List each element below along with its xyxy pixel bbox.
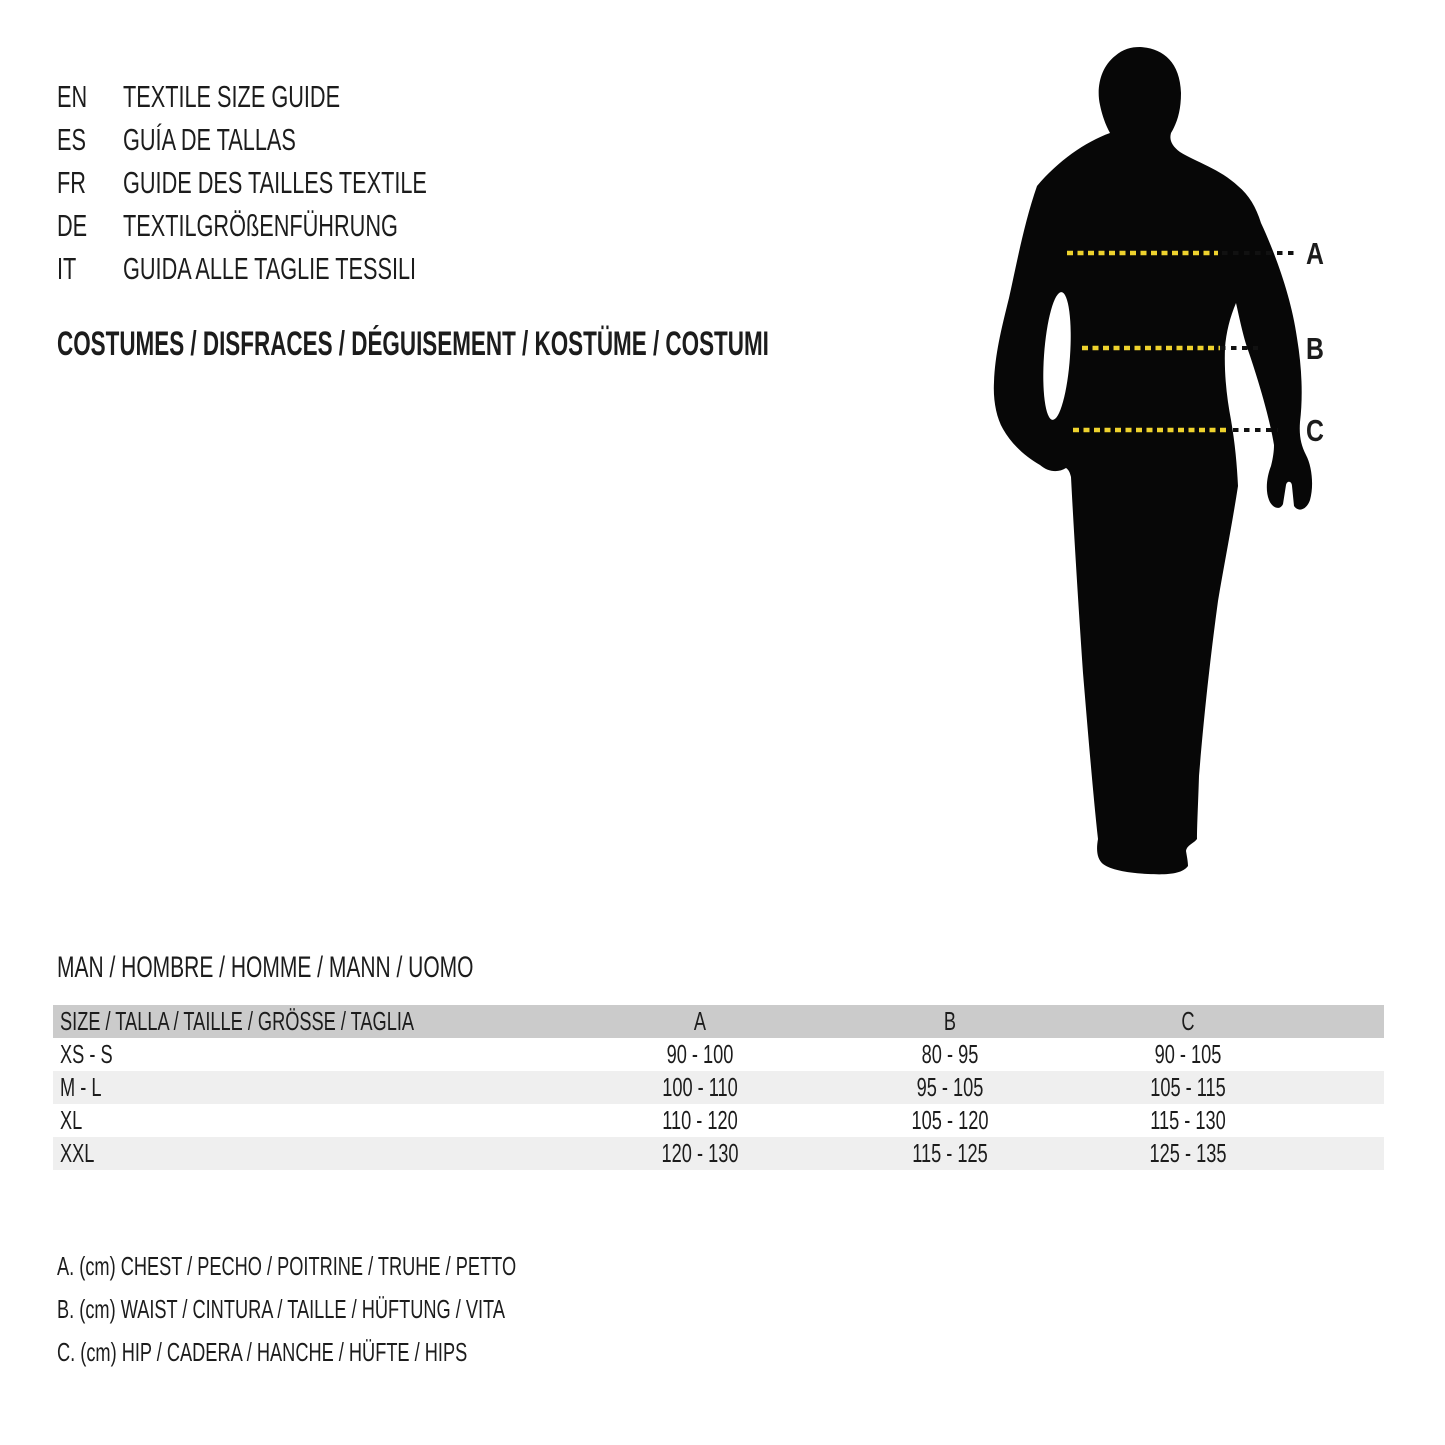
language-code: IT [57,250,77,286]
value-b: 115 - 125 [912,1138,988,1168]
language-label: GUIDE DES TAILLES TEXTILE [123,164,427,200]
category-title: COSTUMES / DISFRACES / DÉGUISEMENT / KOSTÜME / COSTUMI [57,325,769,363]
value-c: 105 - 115 [1150,1072,1226,1102]
value-c: 115 - 130 [1150,1105,1226,1135]
size-column-header: SIZE / TALLA / TAILLE / GRÖSSE / TAGLIA [60,1006,415,1036]
column-header-a: A [693,1006,707,1036]
measure-label-c: C [1306,413,1324,448]
language-label: TEXTILE SIZE GUIDE [123,78,341,114]
language-label: GUIDA ALLE TAGLIE TESSILI [123,250,417,286]
language-row-fr [57,161,557,204]
column-header-c: C [1181,1006,1195,1036]
language-row-it [57,247,557,290]
size-cell: M - L [60,1072,102,1102]
size-cell: XL [60,1105,83,1135]
size-cell: XS - S [60,1039,113,1069]
language-row-en [57,75,557,118]
measurement-legend [57,1245,713,1374]
value-b: 80 - 95 [921,1039,979,1069]
measurement-figure [990,45,1335,885]
language-code: ES [57,121,86,157]
value-c: 125 - 135 [1149,1138,1227,1168]
measure-label-a: A [1306,236,1324,271]
measure-label-b: B [1306,331,1324,366]
table-row-xl [53,1104,1384,1137]
legend-chest: A. (cm) CHEST / PECHO / POITRINE / TRUHE / PETTO [57,1251,517,1281]
value-a: 110 - 120 [662,1105,738,1135]
value-c: 90 - 105 [1154,1039,1222,1069]
size-table [53,1005,1384,1170]
table-row-xxl [53,1137,1384,1170]
language-code: EN [57,78,88,114]
language-label: GUÍA DE TALLAS [123,121,296,157]
value-a: 120 - 130 [661,1138,739,1168]
language-label: TEXTILGRÖßENFÜHRUNG [123,207,398,243]
language-row-es [57,118,557,161]
man-silhouette-figure [990,45,1335,885]
column-header-b: B [943,1006,957,1036]
size-cell: XXL [60,1138,95,1168]
value-b: 95 - 105 [916,1072,984,1102]
language-title-list [57,75,557,290]
language-row-de [57,204,557,247]
value-a: 100 - 110 [662,1072,738,1102]
table-row-xs-s [53,1038,1384,1071]
legend-waist: B. (cm) WAIST / CINTURA / TAILLE / HÜFTUNG / VITA [57,1294,505,1324]
section-title: MAN / HOMBRE / HOMME / MANN / UOMO [57,951,474,984]
man-silhouette [994,47,1312,874]
size-table-header-row [53,1005,1384,1038]
table-row-m-l [53,1071,1384,1104]
language-code: DE [57,207,88,243]
value-a: 90 - 100 [666,1039,734,1069]
legend-hip: C. (cm) HIP / CADERA / HANCHE / HÜFTE / HIPS [57,1337,468,1367]
language-code: FR [57,164,86,200]
value-b: 105 - 120 [911,1105,989,1135]
